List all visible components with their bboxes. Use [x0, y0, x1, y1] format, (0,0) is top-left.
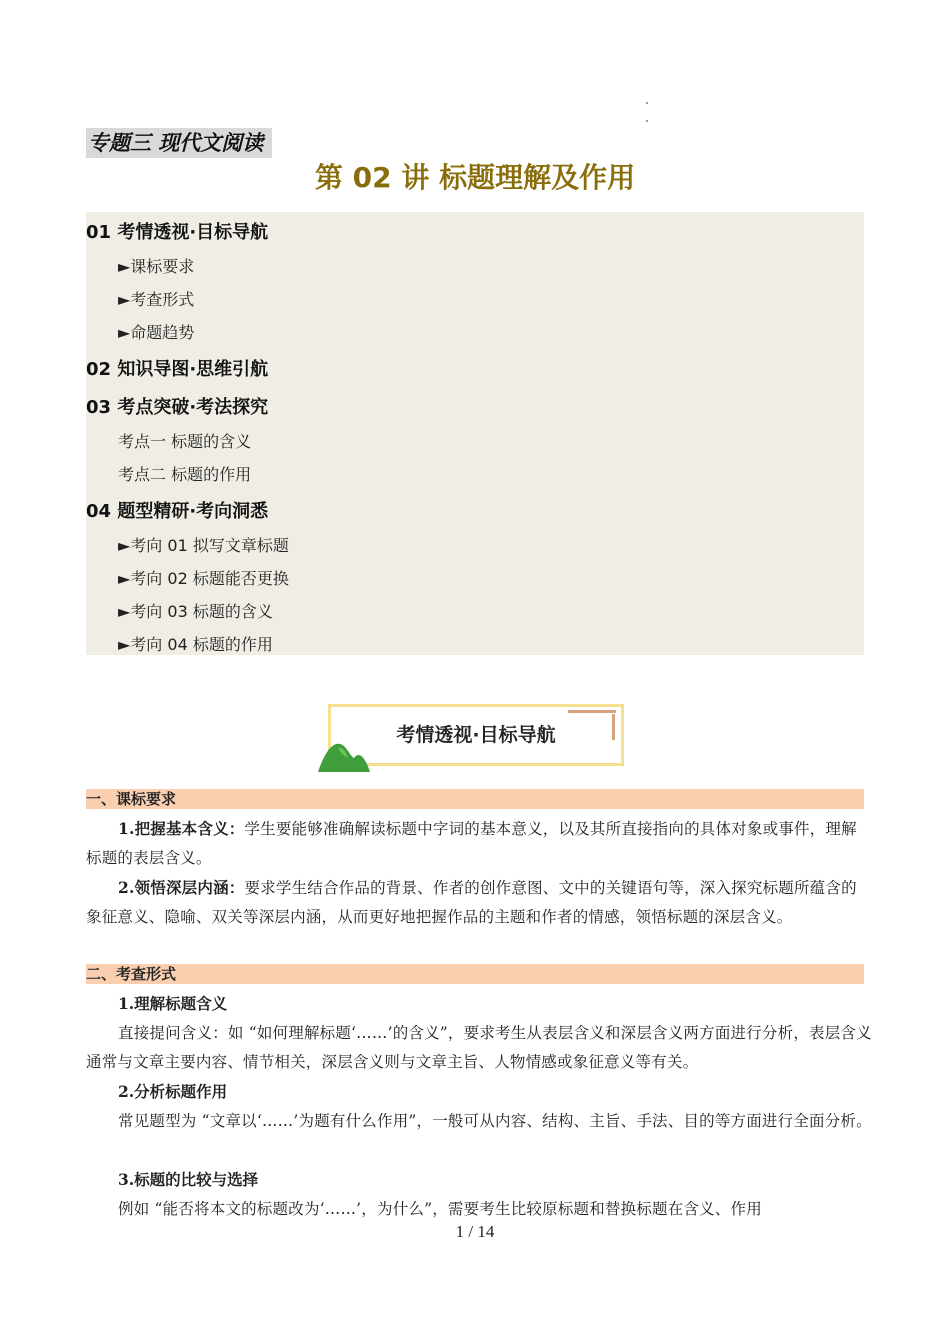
subheading: 3.标题的比较与选择: [118, 1170, 259, 1189]
toc-item[interactable]: ►考向 03 标题的含义: [118, 602, 273, 621]
banner-label: 考情透视·目标导航: [328, 704, 624, 766]
toc-item[interactable]: ►考查形式: [118, 290, 195, 309]
decor-dot: [646, 102, 648, 104]
decor-dot: [646, 120, 648, 122]
toc-heading[interactable]: 03 考点突破·考法探究: [86, 397, 269, 418]
toc-item[interactable]: ►考向 01 拟写文章标题: [118, 536, 289, 555]
page-number: 1 / 14: [455, 1222, 495, 1241]
toc-item[interactable]: ►命题趋势: [118, 323, 195, 342]
toc-heading[interactable]: 01 考情透视·目标导航: [86, 222, 269, 243]
mountain-icon: [316, 736, 372, 774]
toc-heading[interactable]: 02 知识导图·思维引航: [86, 359, 269, 380]
toc-item[interactable]: ►考向 04 标题的作用: [118, 635, 273, 654]
subheading: 2.分析标题作用: [118, 1082, 228, 1101]
banner-decor-line: [568, 710, 616, 713]
paragraph: 直接提问含义：如 “如何理解标题‘……’的含义”，要求考生从表层含义和深层含义两方面进行分析，表层含义通常与文章主要内容、情节相关，深层含义则与文章主旨、人物情感或象征意义等有关。: [86, 1024, 872, 1071]
paragraph: 常见题型为 “文章以‘……’为题有什么作用”，一般可从内容、结构、主旨、手法、目的等方面进行全面分析。: [118, 1112, 872, 1130]
section-banner: [316, 700, 628, 774]
toc-heading[interactable]: 04 题型精研·考向洞悉: [86, 501, 269, 522]
paragraph: [86, 814, 872, 873]
paragraph: [86, 873, 872, 932]
toc-item[interactable]: ►考向 02 标题能否更换: [118, 569, 289, 588]
paragraph-text: 学生要能够准确解读标题中字词的基本意义，以及其所直接指向的具体对象或事件，理解标题的表层含义。: [86, 820, 857, 867]
paragraph-text: 要求学生结合作品的背景、作者的创作意图、文中的关键语句等，深入探究标题所蕴含的象征意义、隐喻、双关等深层内涵，从而更好地把握作品的主题和作者的情感，领悟标题的深层含义。: [86, 879, 857, 926]
subheading: 1.理解标题含义: [118, 994, 228, 1013]
toc-item[interactable]: 考点一 标题的含义: [118, 432, 252, 451]
section-heading: 二、考查形式: [86, 964, 864, 984]
banner-decor-line: [612, 714, 615, 740]
topic-label: 专题三 现代文阅读: [86, 128, 272, 158]
page-title: 第 02 讲 标题理解及作用: [314, 161, 636, 194]
paragraph-lead: 2.领悟深层内涵：: [118, 878, 245, 897]
paragraph-lead: 1.把握基本含义：: [118, 819, 245, 838]
table-of-contents: [86, 212, 864, 655]
paragraph: 例如 “能否将本文的标题改为‘……’，为什么”，需要考生比较原标题和替换标题在含义、作用: [118, 1200, 762, 1218]
section-heading: 一、课标要求: [86, 789, 864, 809]
toc-item[interactable]: 考点二 标题的作用: [118, 465, 252, 484]
toc-item[interactable]: ►课标要求: [118, 257, 195, 276]
